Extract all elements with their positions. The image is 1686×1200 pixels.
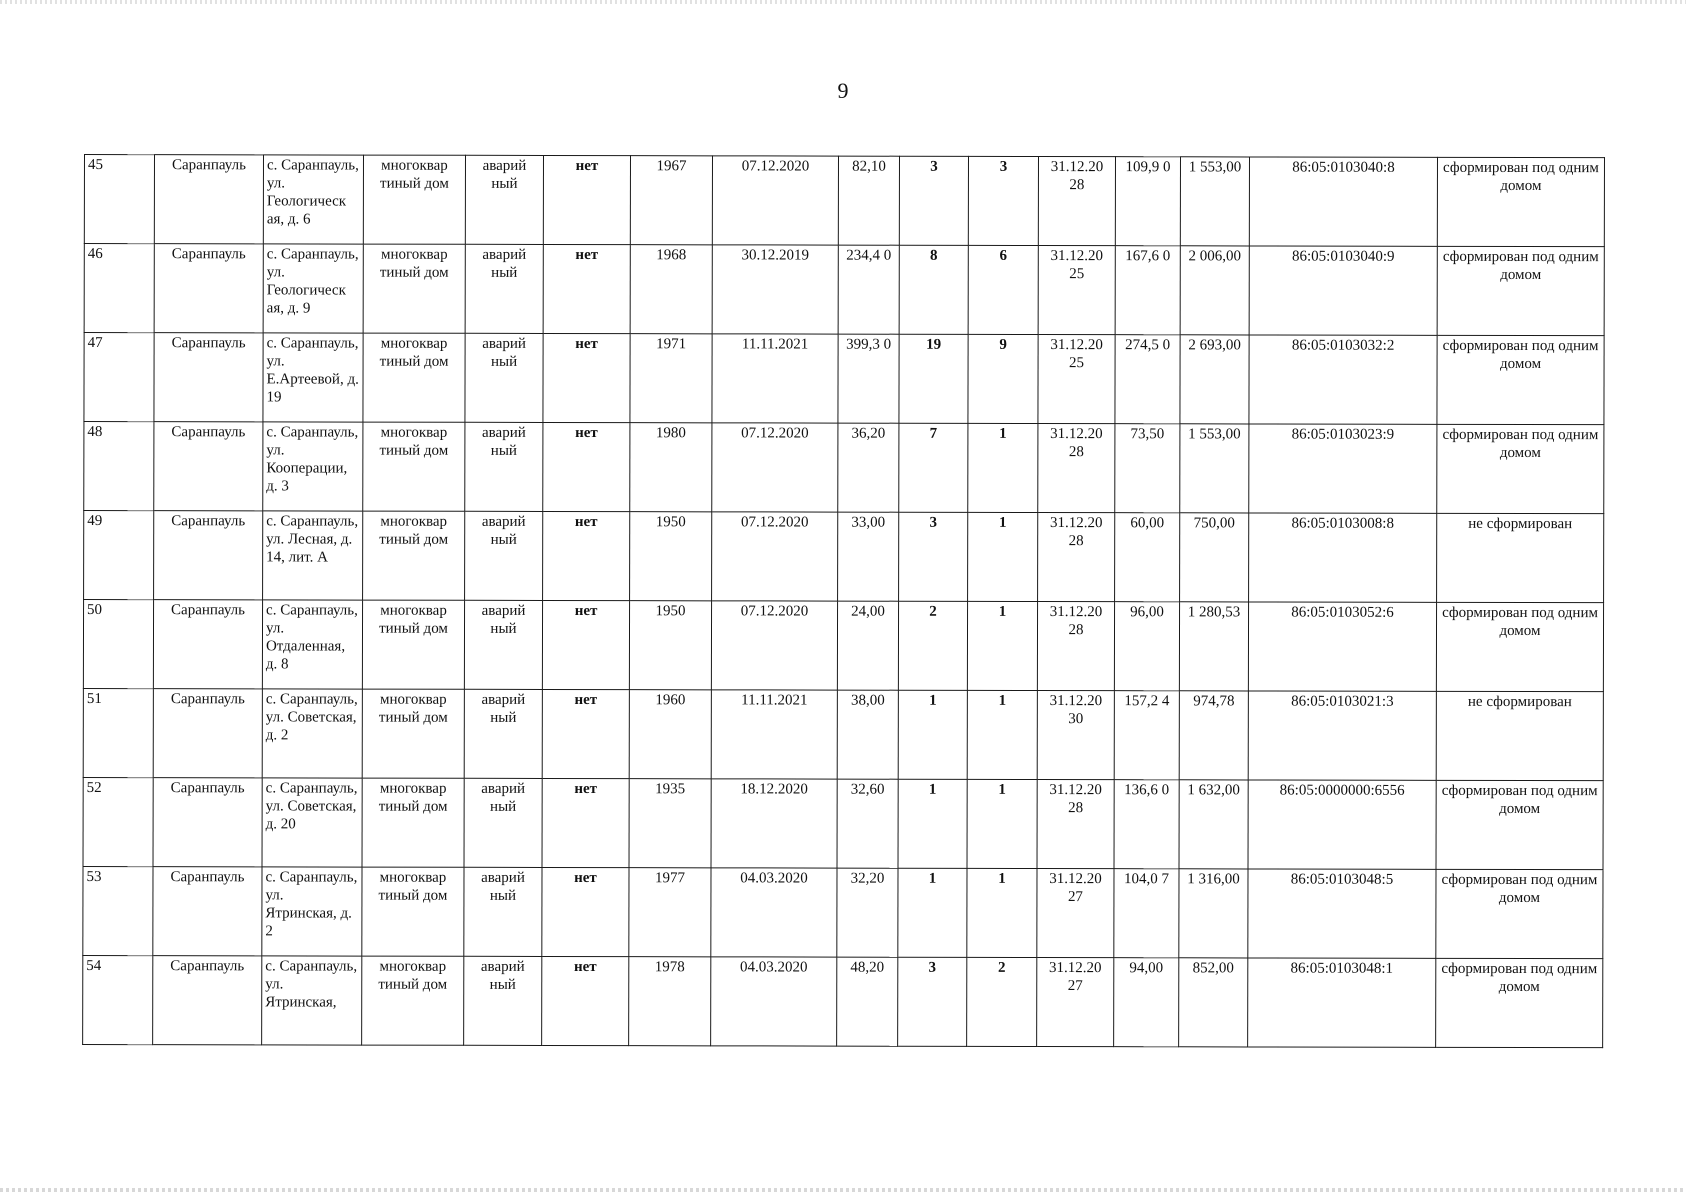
- row-number: 46: [84, 244, 154, 333]
- year-cell: 1980: [630, 423, 712, 512]
- cost-cell: 974,78: [1179, 691, 1248, 780]
- flag-cell: нет: [542, 689, 629, 778]
- area-total-cell: 274,5 0: [1115, 335, 1180, 424]
- flag-cell: нет: [542, 778, 629, 867]
- year-cell: 1968: [630, 245, 712, 334]
- date-cell: 11.11.2021: [711, 690, 837, 779]
- rooms-cell: 1: [968, 423, 1038, 512]
- cadastral-number-cell: 86:05:0103048:1: [1248, 958, 1436, 1047]
- year-cell: 1935: [629, 779, 711, 868]
- area-cell: 36,20: [838, 423, 899, 512]
- row-number: 53: [83, 866, 153, 955]
- flag-cell: нет: [542, 600, 629, 689]
- condition-cell: аварий ный: [464, 867, 542, 956]
- cadastral-number-cell: 86:05:0000000:6556: [1248, 780, 1436, 869]
- table-row: [84, 422, 1604, 514]
- residents-cell: 1: [898, 779, 967, 868]
- condition-cell: аварий ный: [464, 689, 542, 778]
- deadline-cell: 31.12.20 28: [1037, 779, 1114, 868]
- deadline-cell: 31.12.20 27: [1037, 868, 1114, 957]
- cost-cell: 1 553,00: [1180, 424, 1249, 513]
- table-row: [83, 955, 1603, 1047]
- cost-cell: 2 006,00: [1180, 246, 1249, 335]
- deadline-cell: 31.12.20 28: [1037, 601, 1114, 690]
- deadline-cell: 31.12.20 28: [1038, 512, 1115, 601]
- cost-cell: 1 553,00: [1180, 157, 1249, 246]
- area-total-cell: 167,6 0: [1115, 246, 1180, 335]
- address-cell: с. Саранпауль, ул. Отдаленная, д. 8: [262, 600, 362, 689]
- settlement-cell: Саранпауль: [154, 422, 263, 511]
- house-type-cell: многоквар тиный дом: [363, 244, 465, 333]
- row-number: 54: [83, 955, 153, 1044]
- cost-cell: 1 316,00: [1179, 869, 1248, 958]
- year-cell: 1950: [630, 512, 712, 601]
- scan-edge-top: [0, 0, 1686, 4]
- house-type-cell: многоквар тиный дом: [363, 422, 465, 511]
- deadline-cell: 31.12.20 30: [1037, 690, 1114, 779]
- date-cell: 04.03.2020: [711, 957, 837, 1046]
- flag-cell: нет: [543, 333, 630, 422]
- date-cell: 11.11.2021: [712, 334, 838, 423]
- deadline-cell: 31.12.20 27: [1037, 957, 1114, 1046]
- land-plot-status-cell: не сформирован: [1436, 691, 1603, 780]
- cadastral-number-cell: 86:05:0103032:2: [1249, 335, 1437, 424]
- cadastral-number-cell: 86:05:0103023:9: [1249, 424, 1437, 513]
- cost-cell: 852,00: [1179, 958, 1248, 1047]
- row-number: 48: [84, 422, 154, 511]
- cost-cell: 750,00: [1180, 513, 1249, 602]
- date-cell: 07.12.2020: [712, 512, 838, 601]
- house-type-cell: многоквар тиный дом: [362, 689, 464, 778]
- date-cell: 04.03.2020: [711, 868, 837, 957]
- area-cell: 399,3 0: [838, 334, 899, 423]
- table-row: [83, 866, 1603, 958]
- year-cell: 1978: [629, 957, 711, 1046]
- date-cell: 07.12.2020: [712, 156, 838, 245]
- rooms-cell: 1: [967, 868, 1037, 957]
- address-cell: с. Саранпауль, ул. Ятринская,: [262, 956, 362, 1045]
- address-cell: с. Саранпауль, ул. Геологическ ая, д. 6: [263, 155, 363, 244]
- condition-cell: аварий ный: [465, 333, 543, 422]
- cost-cell: 2 693,00: [1180, 335, 1249, 424]
- area-total-cell: 73,50: [1115, 424, 1180, 513]
- area-cell: 48,20: [837, 957, 898, 1046]
- scan-edge-bottom: [0, 1188, 1686, 1192]
- settlement-cell: Саранпауль: [153, 600, 262, 689]
- flag-cell: нет: [542, 867, 629, 956]
- residents-cell: 19: [899, 334, 968, 423]
- rooms-cell: 1: [967, 601, 1037, 690]
- table-row: [83, 688, 1603, 780]
- land-plot-status-cell: сформирован под одним домом: [1437, 424, 1604, 513]
- date-cell: 07.12.2020: [712, 423, 838, 512]
- date-cell: 30.12.2019: [712, 245, 838, 334]
- area-cell: 24,00: [837, 601, 898, 690]
- area-total-cell: 94,00: [1114, 958, 1179, 1047]
- settlement-cell: Саранпауль: [154, 333, 263, 422]
- area-total-cell: 157,2 4: [1114, 691, 1179, 780]
- address-cell: с. Саранпауль, ул. Советская, д. 20: [262, 778, 362, 867]
- deadline-cell: 31.12.20 28: [1038, 156, 1115, 245]
- house-type-cell: многоквар тиный дом: [362, 956, 464, 1045]
- house-type-cell: многоквар тиный дом: [362, 778, 464, 867]
- row-number: 51: [83, 688, 153, 777]
- condition-cell: аварий ный: [465, 511, 543, 600]
- house-type-cell: многоквар тиный дом: [363, 511, 465, 600]
- flag-cell: нет: [543, 422, 630, 511]
- row-number: 47: [84, 333, 154, 422]
- rooms-cell: 3: [968, 156, 1038, 245]
- residents-cell: 3: [898, 957, 967, 1046]
- date-cell: 07.12.2020: [711, 601, 837, 690]
- rooms-cell: 1: [967, 690, 1037, 779]
- date-cell: 18.12.2020: [711, 779, 837, 868]
- area-cell: 234,4 0: [838, 245, 899, 334]
- condition-cell: аварий ный: [465, 155, 543, 244]
- deadline-cell: 31.12.20 25: [1038, 334, 1115, 423]
- cadastral-number-cell: 86:05:0103048:5: [1248, 869, 1436, 958]
- area-cell: 38,00: [837, 690, 898, 779]
- rooms-cell: 1: [967, 779, 1037, 868]
- rooms-cell: 6: [968, 245, 1038, 334]
- house-type-cell: многоквар тиный дом: [362, 600, 464, 689]
- flag-cell: нет: [543, 155, 630, 244]
- row-number: 45: [84, 155, 154, 244]
- table-row: [83, 777, 1603, 869]
- flag-cell: нет: [543, 511, 630, 600]
- address-cell: с. Саранпауль, ул. Кооперации, д. 3: [263, 422, 363, 511]
- land-plot-status-cell: сформирован под одним домом: [1437, 335, 1604, 424]
- condition-cell: аварий ный: [464, 778, 542, 867]
- registry-body: [83, 155, 1605, 1048]
- condition-cell: аварий ный: [464, 600, 542, 689]
- residents-cell: 7: [899, 423, 968, 512]
- flag-cell: нет: [542, 956, 629, 1045]
- area-total-cell: 104,0 7: [1114, 869, 1179, 958]
- land-plot-status-cell: не сформирован: [1437, 513, 1604, 602]
- land-plot-status-cell: сформирован под одним домом: [1437, 157, 1604, 246]
- row-number: 52: [83, 777, 153, 866]
- flag-cell: нет: [543, 244, 630, 333]
- year-cell: 1960: [629, 690, 711, 779]
- land-plot-status-cell: сформирован под одним домом: [1437, 246, 1604, 335]
- area-cell: 32,60: [837, 779, 898, 868]
- year-cell: 1967: [630, 156, 712, 245]
- land-plot-status-cell: сформирован под одним домом: [1436, 780, 1603, 869]
- housing-registry-table: [82, 154, 1605, 1048]
- residents-cell: 1: [898, 690, 967, 779]
- table-row: [84, 333, 1604, 425]
- area-cell: 33,00: [838, 512, 899, 601]
- year-cell: 1971: [630, 334, 712, 423]
- settlement-cell: Саранпауль: [153, 867, 262, 956]
- year-cell: 1977: [629, 868, 711, 957]
- condition-cell: аварий ный: [465, 422, 543, 511]
- residents-cell: 2: [898, 601, 967, 690]
- row-number: 50: [83, 600, 153, 689]
- table-row: [84, 155, 1604, 247]
- address-cell: с. Саранпауль, ул. Геологическ ая, д. 9: [263, 244, 363, 333]
- deadline-cell: 31.12.20 25: [1038, 245, 1115, 334]
- area-total-cell: 60,00: [1115, 513, 1180, 602]
- residents-cell: 3: [899, 156, 968, 245]
- cadastral-number-cell: 86:05:0103040:8: [1249, 157, 1437, 246]
- residents-cell: 1: [898, 868, 967, 957]
- address-cell: с. Саранпауль, ул. Е.Артеевой, д. 19: [263, 333, 363, 422]
- cadastral-number-cell: 86:05:0103008:8: [1249, 513, 1437, 602]
- address-cell: с. Саранпауль, ул. Советская, д. 2: [262, 689, 362, 778]
- address-cell: с. Саранпауль, ул. Лесная, д. 14, лит. А: [263, 511, 363, 600]
- settlement-cell: Саранпауль: [153, 956, 262, 1045]
- house-type-cell: многоквар тиный дом: [363, 333, 465, 422]
- settlement-cell: Саранпауль: [154, 244, 263, 333]
- table-row: [83, 600, 1603, 692]
- rooms-cell: 9: [968, 334, 1038, 423]
- cost-cell: 1 632,00: [1179, 780, 1248, 869]
- settlement-cell: Саранпауль: [153, 778, 262, 867]
- cost-cell: 1 280,53: [1179, 602, 1248, 691]
- area-cell: 82,10: [838, 156, 899, 245]
- area-total-cell: 109,9 0: [1115, 157, 1180, 246]
- year-cell: 1950: [629, 601, 711, 690]
- rooms-cell: 1: [968, 512, 1038, 601]
- residents-cell: 3: [899, 512, 968, 601]
- table-row: [84, 244, 1604, 336]
- table-row: [84, 511, 1604, 603]
- rooms-cell: 2: [967, 957, 1037, 1046]
- condition-cell: аварий ный: [465, 244, 543, 333]
- area-total-cell: 136,6 0: [1114, 780, 1179, 869]
- land-plot-status-cell: сформирован под одним домом: [1436, 958, 1603, 1047]
- residents-cell: 8: [899, 245, 968, 334]
- condition-cell: аварий ный: [464, 956, 542, 1045]
- settlement-cell: Саранпауль: [154, 511, 263, 600]
- cadastral-number-cell: 86:05:0103040:9: [1249, 246, 1437, 335]
- house-type-cell: многоквар тиный дом: [362, 867, 464, 956]
- cadastral-number-cell: 86:05:0103021:3: [1248, 691, 1436, 780]
- row-number: 49: [84, 511, 154, 600]
- area-total-cell: 96,00: [1114, 602, 1179, 691]
- deadline-cell: 31.12.20 28: [1038, 423, 1115, 512]
- settlement-cell: Саранпауль: [154, 155, 263, 244]
- page-number: 9: [837, 78, 849, 103]
- area-cell: 32,20: [837, 868, 898, 957]
- house-type-cell: многоквар тиный дом: [363, 155, 465, 244]
- land-plot-status-cell: сформирован под одним домом: [1436, 602, 1603, 691]
- land-plot-status-cell: сформирован под одним домом: [1436, 869, 1603, 958]
- settlement-cell: Саранпауль: [153, 689, 262, 778]
- cadastral-number-cell: 86:05:0103052:6: [1248, 602, 1436, 691]
- address-cell: с. Саранпауль, ул. Ятринская, д. 2: [262, 867, 362, 956]
